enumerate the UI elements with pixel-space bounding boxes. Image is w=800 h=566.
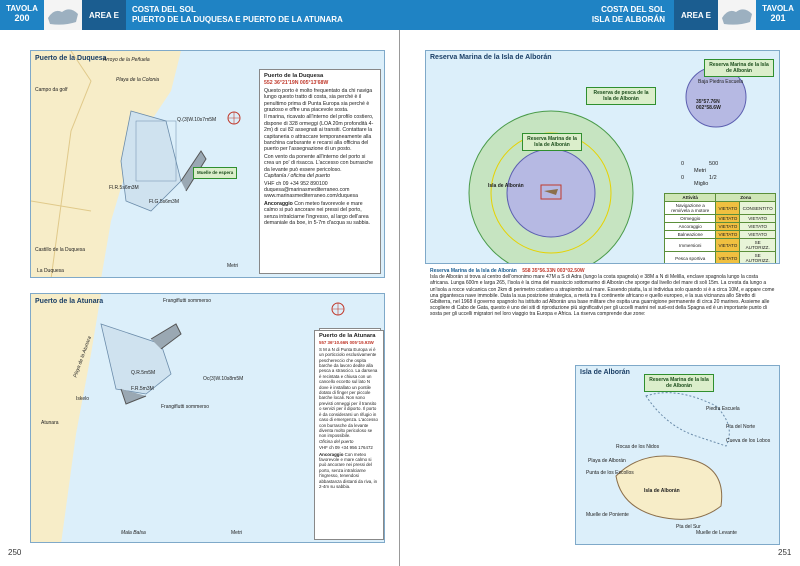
table-cell: VIETATO [716, 223, 740, 231]
text-title: Puerto de la Atunara [319, 333, 376, 339]
map-label: Playa de la Atunara [72, 335, 93, 379]
left-header [0, 0, 400, 30]
compass-icon [331, 302, 345, 316]
reserve-box: Reserva Marina de la Isla de Alborán [522, 133, 582, 151]
table-cell: Ormeggio [665, 215, 716, 223]
scale-half: 1/2 [709, 175, 717, 181]
scale-metri: Metri [694, 168, 707, 174]
map-label: Piedra Escuela [706, 406, 740, 412]
description-coordinates: 558 35°56.33N 003°02.50W [522, 268, 585, 274]
coordinates: 557 36°10.66N 005°19.93W [319, 340, 374, 346]
table-row [665, 215, 776, 223]
map-label: Muelle de Levante [696, 530, 737, 536]
tavola-tab-right [756, 0, 800, 30]
tavola-label: TAVOLA [6, 4, 38, 13]
table-cell: VIETATO [716, 239, 740, 252]
area-label: AREA E [674, 0, 718, 30]
scale-label: Metri [227, 263, 239, 269]
map-label: Arroyo de la Peñuela [103, 57, 150, 63]
map-label: Campo da golf [35, 87, 68, 93]
paragraph: Questo porto è molto frequentato da chi naviga lungo questo tratto di costa, sia perché è il penultimo prima di Punta Europa sia perché è grazioso e offre una piacevole sosta. [264, 87, 373, 114]
scale-mile-zero: 0 [681, 175, 685, 181]
table-cell: VIETATO [740, 215, 776, 223]
light-label: Fl.G.5s6m3M [149, 199, 180, 205]
tavola-number: 201 [770, 13, 786, 23]
inset-title: Isla de Alborán [580, 369, 630, 376]
map-label: Mala Balsa [121, 530, 146, 536]
map-label: Atunara [41, 420, 59, 426]
contact-info: VHF ch 09 +34 952 890100 duquesa@marinasmediterraneo.com www.marinasmediterraneo.com/duquesa [264, 180, 358, 200]
scale-label: Metri [231, 530, 243, 536]
table-cell: Ancoraggio [665, 223, 716, 231]
title-line1: COSTA DEL SOL [132, 5, 196, 14]
map-label: Cueva de los Lobos [726, 438, 771, 444]
compass-icon [227, 111, 241, 125]
alboran-reserve-map [425, 50, 780, 264]
map-label: Baja Piedra Escuela [698, 79, 744, 85]
table-row [665, 239, 776, 252]
map-label: Iskelo [76, 396, 90, 402]
zone-header-activity: Attività [665, 194, 716, 202]
map-outline-icon [44, 0, 82, 30]
title-line1: COSTA DEL SOL [601, 5, 665, 14]
anchorage-text: Con meteo favorevole e mare calmo si può ancorare nei pressi del porto, senza intralciarne l'ingresso, tenendosi abbastanza distanti da riva, in 2-4m su sabbia. [319, 451, 378, 489]
table-cell: VIETATO [716, 215, 740, 223]
table-cell: VIETATO [716, 202, 740, 215]
map-label: Rocas de los Nidos [616, 444, 660, 450]
table-cell: Immersioni [665, 239, 716, 252]
reserve-map-title: Reserva Marina de la Isla de Alborán [430, 54, 552, 61]
paragraph: Il marina, ricavato all'interno del profilo costiero, dispone di 328 ormeggi (LOA 20m profondità 4-2m) di cui 82 assegnati ai transiti. Contattare la capitaneria o attraccare temporaneamente alla banchina carburante e recarsi alla officina del puerto per l'assegnazione di un posto. [264, 114, 374, 153]
map-logo [718, 0, 756, 30]
anchorage-heading: Ancoraggio [319, 451, 344, 457]
reserve-description [430, 268, 778, 318]
left-title [132, 5, 343, 25]
tavola-tab-left [0, 0, 44, 30]
table-cell: VIETATO [740, 231, 776, 239]
table-cell: Pesca sportiva [665, 252, 716, 265]
title-line2: PUERTO DE LA DUQUESA E PUERTO DE LA ATUNARA [132, 15, 343, 24]
contact-info: VHF ch 09 +34 956 176472 [319, 445, 373, 451]
map-logo [44, 0, 82, 30]
inset-reserve-box: Reserva Marina de la Isla de Alborán [644, 374, 714, 392]
coordinates: 552 36°21'19N 005°13'68W [264, 80, 329, 87]
duquesa-text [259, 69, 381, 274]
map-label: Punta de los Escollos [586, 470, 634, 476]
table-cell: CONSENTITO [740, 202, 776, 215]
tavola-label: TAVOLA [762, 4, 794, 13]
map-label: Frangiflutti sommerso [161, 404, 210, 410]
contact-heading: Oficina del puerto [319, 438, 354, 444]
reserve-box: Reserva Marina de la Isla de Alborán [704, 59, 774, 77]
table-row [665, 252, 776, 265]
light-label: F.R.5m3M [131, 386, 154, 392]
table-cell: SE AUTORIZZ. [740, 252, 776, 265]
table-cell: Navigazione a remi/vela a motore [665, 202, 716, 215]
table-row [665, 223, 776, 231]
atunara-map-title: Puerto de la Atunara [35, 298, 104, 305]
map-coordinate: 35°57.76N 002°58.6W [696, 99, 721, 111]
duquesa-map-title: Puerto de la Duquesa [35, 55, 107, 62]
table-cell: VIETATO [740, 223, 776, 231]
scale-zero: 0 [681, 161, 685, 167]
zone-header-zone: Zona [716, 194, 776, 202]
table-cell: VIETATO [716, 252, 740, 265]
scale-500: 500 [709, 161, 719, 167]
map-label: Pta del Sur [676, 524, 701, 530]
right-header [400, 0, 800, 30]
map-label: La Duquesa [37, 268, 64, 274]
page-number: 250 [8, 548, 22, 557]
island-label: Isla de Alborán [488, 183, 524, 189]
contact-heading: Capitanía / oficina del puerto [264, 173, 331, 180]
zone-table [664, 193, 776, 264]
table-cell: VIETATO [716, 231, 740, 239]
table-row [665, 202, 776, 215]
scale-miglio: Miglio [694, 181, 709, 187]
table-row [665, 231, 776, 239]
island-chart [576, 366, 780, 545]
map-label: Muelle de Poniente [586, 512, 629, 518]
map-label: Playa de la Colonia [116, 77, 160, 83]
description-heading: Reserva Marina de la Isla de Alborán [430, 268, 517, 274]
table-cell: SE AUTORIZZ. [740, 239, 776, 252]
map-label: Playa de Alborán [588, 458, 626, 464]
map-outline-icon [718, 0, 756, 30]
tavola-number: 200 [14, 13, 30, 23]
text-title: Puerto de la Duquesa [264, 73, 324, 79]
paragraph: Con vento da ponente all'interno del porto si crea un po' di risacca. L'accesso con burrasche da levante può essere pericoloso. [264, 153, 373, 173]
anchorage-heading: Ancoraggio [264, 200, 293, 207]
paragraph: S M a N di Punta Europa vi è un porticciolo esclusivamente peschereccio che ospita barche da lavoro dedite alla pesca a strascico. La darsena è recintata e chiusa con un cancello eccetto sul lato N dove è installato un pontile dotato di finger per piccole barche locali. Non sono previsti ormeggi per il transito o servizi per il diporto. Il porto è da considerarsi un rifugio in caso di emergenza. L'accesso con burrasche da levante diventa molto pericoloso se non impossibile. [319, 346, 378, 439]
duquesa-map [30, 50, 385, 278]
table-cell: Balneazione [665, 231, 716, 239]
light-label: Q.(3)W.10s7m5M [177, 117, 217, 123]
light-label: Oc(3)W.10s8m5M [203, 376, 244, 382]
page-number: 251 [778, 548, 792, 557]
right-title [592, 5, 665, 25]
muelle-espera-box: Muelle de espera [193, 167, 237, 179]
map-label: Castillo de la Duquesa [35, 247, 86, 253]
light-label: Fl.R.5s6m3M [109, 185, 139, 191]
atunara-text [314, 330, 384, 540]
map-label: Isla de Alborán [644, 488, 680, 494]
anchorage-text: Con meteo favorevole e mare calmo si può ancorare nei pressi del porto, senza intralciarne l'ingresso, al largo dell'area demaniale da boe, in 5-7m d'acqua su sabbia. [264, 200, 370, 226]
map-label: Pta del Norte [726, 424, 756, 430]
light-label: Q.R.5m5M [131, 370, 156, 376]
description-body: Isla de Alborán si trova al centro dell'omonimo mare 47M a S di Adra (lungo la costa spagnola) e 38M a N di Melilla, enclave spagnola lungo la costa africana. Lunga 600m e larga 265, l'isola è la cima del massiccio sottomarino di Alborán che sporge dal livello del mare di soli 15m. La cresta da lungo a un'isola a rocce vulcanica con 2km di perimetro costiero a strapiombo sul mare. Essendo piatta, la si individua solo quando si è a circa 10M, e appare come una gigantesca nave immobile. Data la sua posizione strategica, a metà tra il continente africano e quello europeo, e la sua vicinanza allo Stretto di Gibilterra, nel 1968 il governo spagnolo ha istituito ad Alborán una base militare che ospita una guarnigione permanente di circa 20 marines. Assieme alle scogliere di Cabo de Gata, questo è uno dei siti di riproduzione più significativi per gli uccelli marini nel sud-est della Spagna ed è un importante punto di sosta per gli uccelli migratori nel loro viaggio tra Europa e Africa. La riserva comprende due zone: [430, 274, 775, 318]
map-label: Frangiflutti sommerso [163, 298, 212, 304]
alboran-island-map [575, 365, 780, 545]
area-label: AREA E [82, 0, 126, 30]
title-line2: ISLA DE ALBORÁN [591, 15, 665, 24]
fishing-reserve-box: Reserva de pesca de la Isla de Alborán [586, 87, 656, 105]
right-page [400, 0, 800, 566]
